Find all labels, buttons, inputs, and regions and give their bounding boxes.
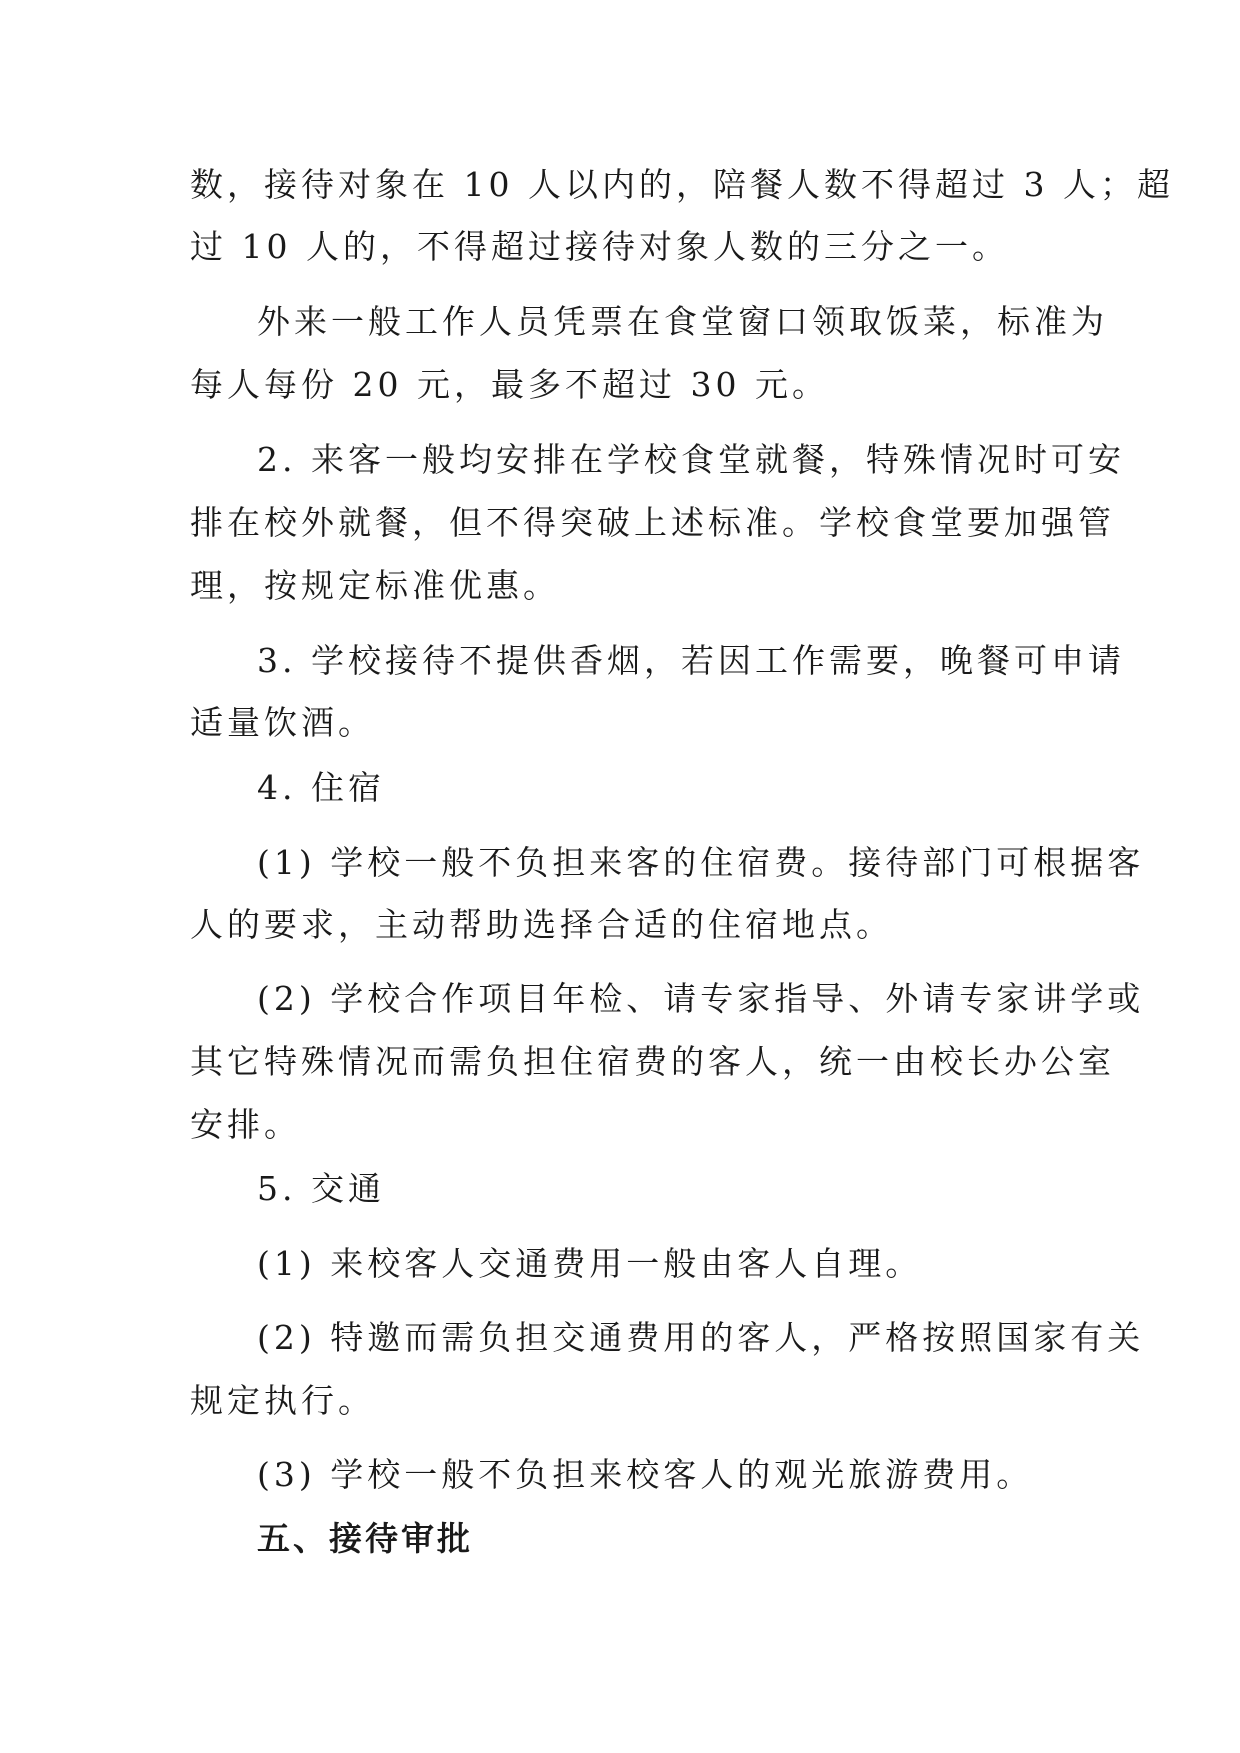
item-4-2-line-3: 安排。 <box>190 1105 301 1144</box>
item-4-2-line-2: 其它特殊情况而需负担住宿费的客人，统一由校长办公室 <box>190 1042 1115 1081</box>
item-5-2-line-1: (2) 特邀而需负担交通费用的客人，严格按照国家有关 <box>257 1318 1145 1357</box>
body-line-2: 过 10 人的，不得超过接待对象人数的三分之一。 <box>190 227 1009 266</box>
item-5-2-line-2: 规定执行。 <box>190 1381 375 1420</box>
item-3-line-1: 3. 学校接待不提供香烟，若因工作需要，晚餐可申请 <box>257 641 1125 680</box>
body-line-3: 外来一般工作人员凭票在食堂窗口领取饭菜，标准为 <box>257 302 1108 341</box>
body-line-1: 数，接待对象在 10 人以内的，陪餐人数不得超过 3 人；超 <box>190 165 1174 204</box>
item-4-title: 4. 住宿 <box>257 768 385 807</box>
item-4-2-line-1: (2) 学校合作项目年检、请专家指导、外请专家讲学或 <box>257 979 1145 1018</box>
item-5-3: (3) 学校一般不负担来校客人的观光旅游费用。 <box>257 1455 1034 1494</box>
item-5-1: (1) 来校客人交通费用一般由客人自理。 <box>257 1244 923 1283</box>
item-5-title: 5. 交通 <box>257 1169 385 1208</box>
item-2-line-3: 理，按规定标准优惠。 <box>190 566 560 605</box>
section-heading-5: 五、接待审批 <box>257 1519 473 1558</box>
item-3-line-2: 适量饮酒。 <box>190 703 375 742</box>
item-2-line-2: 排在校外就餐，但不得突破上述标准。学校食堂要加强管 <box>190 503 1115 542</box>
body-line-4: 每人每份 20 元，最多不超过 30 元。 <box>190 365 829 404</box>
item-4-1-line-1: (1) 学校一般不负担来客的住宿费。接待部门可根据客 <box>257 843 1145 882</box>
item-4-1-line-2: 人的要求，主动帮助选择合适的住宿地点。 <box>190 905 893 944</box>
item-2-line-1: 2. 来客一般均安排在学校食堂就餐，特殊情况时可安 <box>257 440 1125 479</box>
